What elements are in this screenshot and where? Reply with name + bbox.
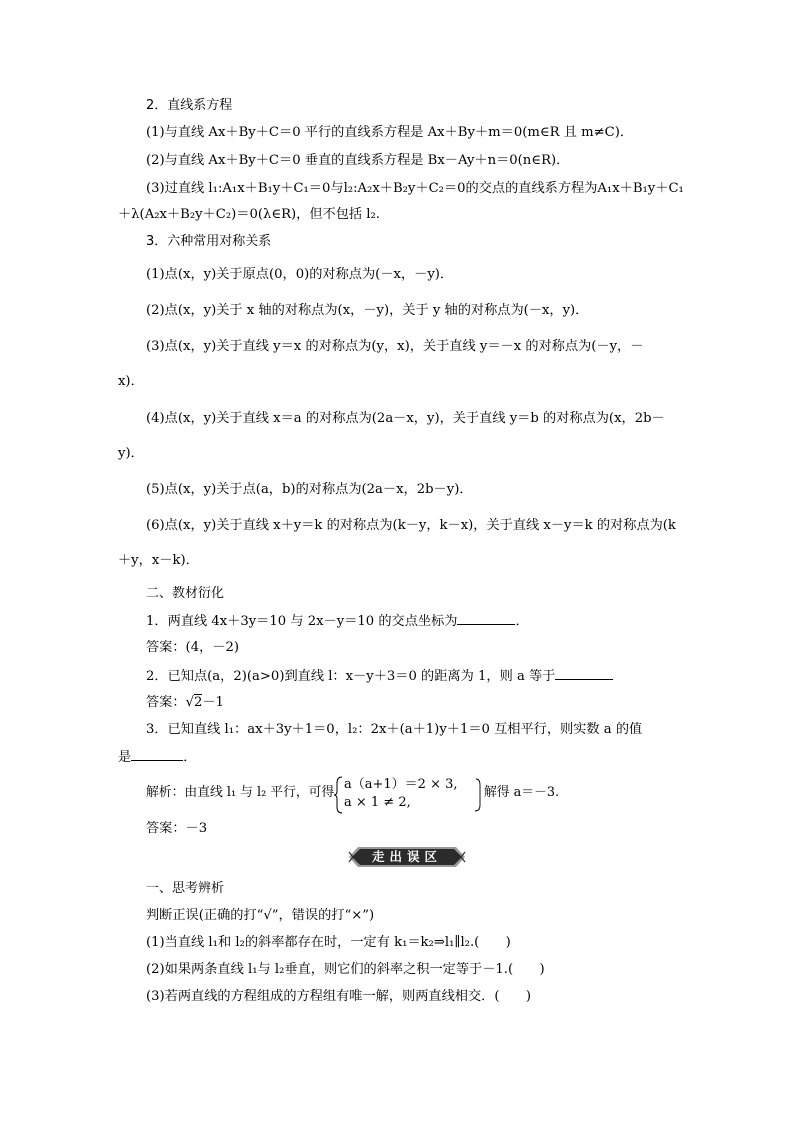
s2-line-1: (1)与直线 Ax＋By＋C＝0 平行的直线系方程是 Ax＋By＋m＝0(m∈R 且 m≠C)． <box>146 125 634 140</box>
s3-line-1: (1)点(x，y)关于原点(0，0)的对称点为(－x，－y)． <box>146 267 454 282</box>
s2-line-3a: (3)过直线 l₁:A₁x＋B₁y＋C₁＝0与l₂:A₂x＋B₂y＋C₂＝0的交点的直线系方程为A₁x＋B₁y＋C₁ <box>146 181 684 196</box>
s3-line-6b: ＋y，x－k)． <box>118 553 199 568</box>
answer-1: 答案：(4，－2) <box>146 640 240 655</box>
sqrt-sign: √ <box>185 695 194 710</box>
question-3b-end: ． <box>183 750 197 765</box>
answer-blank <box>131 748 183 761</box>
section-3-title: 3．六种常用对称关系 <box>146 234 272 249</box>
system-equation-1: a（a+1）＝2 × 3, <box>344 777 458 792</box>
s3-line-2: (2)点(x，y)关于 x 轴的对称点为(x，－y)，关于 y 轴的对称点为(－x，y)． <box>146 303 589 318</box>
s2-line-2: (2)与直线 Ax＋By＋C＝0 垂直的直线系方程是 Bx－Ay＋n＝0(n∈R)． <box>146 153 570 168</box>
s3-line-3a: (3)点(x，y)关于直线 y＝x 的对称点为(y，x)，关于直线 y＝－x 的对称点为(－y，－ <box>146 339 644 354</box>
sqrt-radicand: 2 <box>193 695 203 710</box>
judge-item-2: (2)如果两条直线 l₁与 l₂垂直，则它们的斜率之积一定等于－1.( ) <box>146 962 545 977</box>
answer-blank <box>457 612 515 625</box>
s3-line-5: (5)点(x，y)关于点(a，b)的对称点为(2a－x，2b－y)． <box>146 482 473 497</box>
solution-prefix: 解析：由直线 l₁ 与 l₂ 平行，可得 <box>146 785 335 800</box>
part-2-title: 二、教材衍化 <box>146 586 225 601</box>
answer-3: 答案：－3 <box>146 821 208 836</box>
s3-line-6a: (6)点(x，y)关于直线 x＋y＝k 的对称点为(k－y，k－x)，关于直线 x－y＝k 的对称点为(k <box>146 518 676 533</box>
system-equation-2: a × 1 ≠ 2, <box>344 795 411 810</box>
answer-2 <box>146 694 224 712</box>
question-2 <box>146 667 613 686</box>
judge-item-1: (1)当直线 l₁和 l₂的斜率都存在时，一定有 k₁＝k₂⇒l₁∥l₂.( ) <box>146 935 511 950</box>
question-3b <box>118 748 196 767</box>
question-2-text: 2．已知点(a，2)(a>0)到直线 l：x－y＋3＝0 的距离为 1，则 a 等于 <box>146 669 556 684</box>
question-3a: 3．已知直线 l₁：ax＋3y＋1＝0，l₂：2x＋(a＋1)y＋1＝0 互相平行，则实数 a 的值 <box>146 722 643 737</box>
question-3b-prefix: 是 <box>118 750 132 765</box>
part-1-title: 一、思考辨析 <box>146 881 225 896</box>
question-1-end: ． <box>515 614 529 629</box>
s3-line-4b: y)． <box>118 446 144 461</box>
answer-2-suffix: －1 <box>202 695 224 710</box>
s3-line-3b: x)． <box>118 374 144 389</box>
section-2-title: 2．直线系方程 <box>146 98 233 113</box>
question-1 <box>146 612 529 631</box>
s2-line-3b: ＋λ(A₂x＋B₂y＋C₂)＝0(λ∈R)，但不包括 l₂. <box>118 207 381 222</box>
question-1-text: 1．两直线 4x＋3y＝10 与 2x－y＝10 的交点坐标为 <box>146 614 458 629</box>
solution-suffix: 解得 a＝－3. <box>484 785 560 800</box>
answer-2-prefix: 答案： <box>146 695 186 710</box>
s3-line-4a: (4)点(x，y)关于直线 x＝a 的对称点为(2a－x，y)，关于直线 y＝b 的对称点为(x，2b－ <box>146 411 665 426</box>
answer-blank <box>555 667 613 680</box>
judge-item-3: (3)若两直线的方程组成的方程组有唯一解，则两直线相交．( ) <box>146 989 532 1004</box>
banner-title: 走出误区 <box>371 849 442 864</box>
judge-instruction: 判断正误(正确的打“√”，错误的打“×”) <box>146 908 375 923</box>
